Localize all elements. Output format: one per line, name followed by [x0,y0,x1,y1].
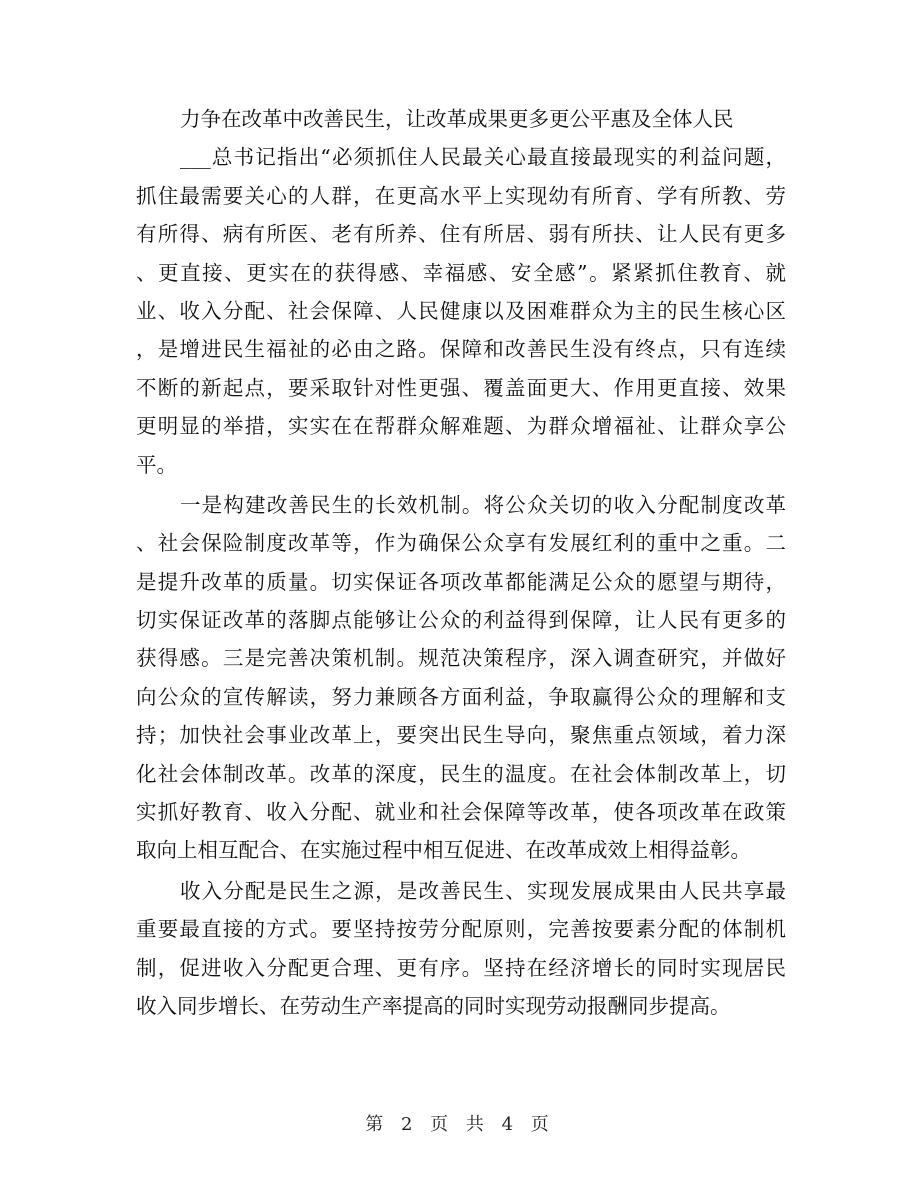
paragraph-line: 向公众的宣传解读，努力兼顾各方面利益，争取赢得公众的理解和支 [136,684,786,709]
paragraph-1 [136,138,786,484]
paragraph-line: 取向上相互配合、在实施过程中相互促进、在改革成效上相得益彰。 [136,838,751,863]
paragraph-line: 是提升改革的质量。切实保证各项改革都能满足公众的愿望与期待， [136,569,786,594]
paragraph-line: 切实保证改革的落脚点能够让公众的利益得到保障，让人民有更多的 [136,608,786,633]
paragraph-line: 抓住最需要关心的人群，在更高水平上实现幼有所育、学有所教、劳 [136,183,786,208]
paragraph-line: 一是构建改善民生的长效机制。将公众关切的收入分配制度改革 [180,492,786,517]
paragraph-line: ___总书记指出“必须抓住人民最关心最直接最现实的利益问题， [180,145,786,170]
paragraph-line: 收入分配是民生之源，是改善民生、实现发展成果由人民共享最 [180,878,786,903]
paragraph-line: 获得感。三是完善决策机制。规范决策程序，深入调查研究，并做好 [136,646,786,671]
paragraph-line: 有所得、病有所医、老有所养、住有所居、弱有所扶、让人民有更多 [136,222,786,247]
document-body [136,100,786,1025]
paragraph-line: 实抓好教育、收入分配、就业和社会保障等改革，使各项改革在政策 [136,800,786,825]
paragraph-line: 平。 [136,452,177,477]
paragraph-line: 、更直接、更实在的获得感、幸福感、安全感”。紧紧抓住教育、就 [136,260,786,285]
document-title: 力争在改革中改善民生，让改革成果更多更公平惠及全体人民 [180,107,734,131]
page-number-footer: 第 2 页 共 4 页 [365,1114,555,1135]
paragraph-line: 业、收入分配、社会保障、人民健康以及困难群众为主的民生核心区 [136,298,786,323]
paragraph-line: ，是增进民生福祉的必由之路。保障和改善民生没有终点，只有连续 [136,337,786,362]
paragraph-line: 不断的新起点，要采取针对性更强、覆盖面更大、作用更直接、效果 [136,375,786,400]
paragraph-line: 更明显的举措，实实在在帮群众解难题、为群众增福祉、让群众享公 [136,414,786,439]
paragraph-line: 、社会保险制度改革等，作为确保公众享有发展红利的重中之重。二 [136,531,786,556]
paragraph-line: 化社会体制改革。改革的深度，民生的温度。在社会体制改革上，切 [136,761,786,786]
paragraph-2 [136,486,786,870]
paragraph-line: 持；加快社会事业改革上，要突出民生导向，聚焦重点领域，着力深 [136,723,786,748]
paragraph-3 [136,872,786,1026]
paragraph-line: 收入同步增长、在劳动生产率提高的同时实现劳动报酬同步提高。 [136,993,731,1018]
paragraph-line: 制，促进收入分配更合理、更有序。坚持在经济增长的同时实现居民 [136,955,786,980]
paragraph-line: 重要最直接的方式。要坚持按劳分配原则，完善按要素分配的体制机 [136,917,786,942]
